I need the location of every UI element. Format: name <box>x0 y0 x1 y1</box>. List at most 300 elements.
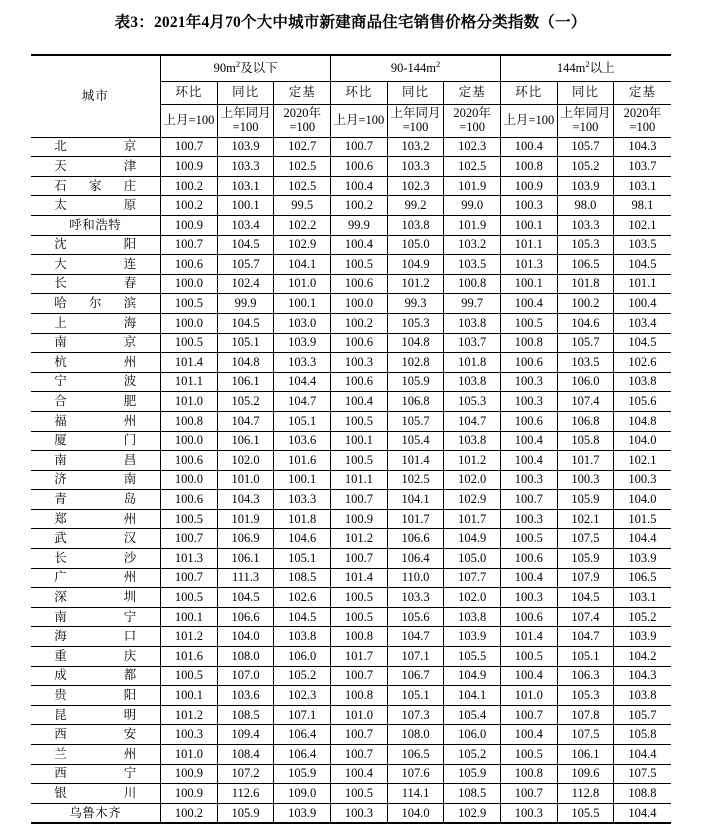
value-cell: 103.8 <box>444 313 501 333</box>
group-label-large-prefix: 144m <box>556 60 586 75</box>
value-cell: 106.4 <box>274 725 331 745</box>
value-cell: 102.1 <box>614 215 671 235</box>
value-cell: 100.3 <box>500 470 557 490</box>
city-name-label: 长沙 <box>54 550 137 565</box>
value-cell: 103.8 <box>444 431 501 451</box>
city-name-cell <box>31 157 161 177</box>
value-cell: 100.3 <box>500 372 557 392</box>
city-name-label: 南宁 <box>54 609 137 624</box>
value-cell: 101.6 <box>161 647 218 667</box>
value-cell: 108.8 <box>614 784 671 804</box>
value-cell: 99.7 <box>444 294 501 314</box>
value-cell: 108.4 <box>217 745 274 765</box>
value-cell: 100.4 <box>331 392 388 412</box>
value-cell: 104.5 <box>217 235 274 255</box>
value-cell: 102.9 <box>274 235 331 255</box>
value-cell: 108.5 <box>217 705 274 725</box>
table-row <box>31 392 671 412</box>
city-name-label: 北京 <box>54 139 137 154</box>
value-cell: 99.9 <box>331 215 388 235</box>
value-cell: 114.1 <box>387 784 444 804</box>
value-cell: 102.2 <box>274 215 331 235</box>
value-cell: 102.6 <box>274 588 331 608</box>
value-cell: 100.3 <box>614 470 671 490</box>
value-cell: 100.1 <box>161 686 218 706</box>
value-cell: 104.5 <box>557 588 614 608</box>
value-cell: 104.4 <box>614 745 671 765</box>
value-cell: 101.0 <box>274 274 331 294</box>
value-cell: 100.8 <box>500 764 557 784</box>
value-cell: 101.9 <box>217 509 274 529</box>
base-fixed-large-line2: =100 <box>629 119 656 134</box>
value-cell: 104.2 <box>614 647 671 667</box>
value-cell: 107.3 <box>387 705 444 725</box>
table-row <box>31 509 671 529</box>
city-name-cell <box>31 353 161 373</box>
city-name-cell <box>31 666 161 686</box>
value-cell: 100.9 <box>161 215 218 235</box>
value-cell: 107.2 <box>217 764 274 784</box>
value-cell: 111.3 <box>217 568 274 588</box>
city-name-label: 武汉 <box>54 531 137 546</box>
value-cell: 105.6 <box>614 392 671 412</box>
city-name-cell <box>31 490 161 510</box>
base-fixed-small-line2: =100 <box>289 119 316 134</box>
value-cell: 103.5 <box>614 235 671 255</box>
table-body <box>31 137 671 823</box>
group-label-large-suffix: 以上 <box>589 60 615 75</box>
value-cell: 101.3 <box>161 549 218 569</box>
table-row <box>31 431 671 451</box>
value-cell: 102.5 <box>274 157 331 177</box>
base-yoy-small <box>217 104 274 137</box>
value-cell: 106.9 <box>217 529 274 549</box>
subheader-yoy-small: 同比 <box>217 81 274 104</box>
value-cell: 100.5 <box>331 607 388 627</box>
value-cell: 101.1 <box>500 235 557 255</box>
value-cell: 102.6 <box>614 353 671 373</box>
value-cell: 102.9 <box>444 490 501 510</box>
value-cell: 104.4 <box>614 529 671 549</box>
value-cell: 104.5 <box>274 607 331 627</box>
value-cell: 100.9 <box>161 157 218 177</box>
value-cell: 106.1 <box>557 745 614 765</box>
value-cell: 100.3 <box>500 588 557 608</box>
value-cell: 103.0 <box>274 313 331 333</box>
group-label-small-sup: 2 <box>235 58 241 69</box>
city-name-label: 合肥 <box>54 394 137 409</box>
value-cell: 104.7 <box>557 627 614 647</box>
value-cell: 100.6 <box>161 451 218 471</box>
city-name-label: 上海 <box>54 315 137 330</box>
value-cell: 106.0 <box>444 725 501 745</box>
base-fixed-small <box>274 104 331 137</box>
value-cell: 107.5 <box>557 725 614 745</box>
value-cell: 103.3 <box>274 490 331 510</box>
value-cell: 103.1 <box>217 176 274 196</box>
value-cell: 105.7 <box>614 705 671 725</box>
value-cell: 101.0 <box>161 745 218 765</box>
city-name-label: 南昌 <box>54 452 137 467</box>
value-cell: 101.7 <box>444 509 501 529</box>
value-cell: 107.4 <box>557 392 614 412</box>
value-cell: 100.3 <box>500 509 557 529</box>
value-cell: 107.7 <box>444 568 501 588</box>
value-cell: 100.2 <box>331 196 388 216</box>
value-cell: 103.3 <box>387 588 444 608</box>
value-cell: 101.0 <box>217 470 274 490</box>
table-row <box>31 588 671 608</box>
value-cell: 104.0 <box>217 627 274 647</box>
value-cell: 102.0 <box>444 588 501 608</box>
value-cell: 104.7 <box>217 411 274 431</box>
value-cell: 108.5 <box>274 568 331 588</box>
value-cell: 101.2 <box>387 274 444 294</box>
value-cell: 112.8 <box>557 784 614 804</box>
city-name-cell <box>31 627 161 647</box>
value-cell: 100.8 <box>331 627 388 647</box>
value-cell: 106.1 <box>217 431 274 451</box>
table-row <box>31 686 671 706</box>
value-cell: 105.7 <box>387 411 444 431</box>
city-name-label: 沈阳 <box>54 237 137 252</box>
value-cell: 100.7 <box>500 784 557 804</box>
value-cell: 100.6 <box>331 372 388 392</box>
base-mom-large-line1: 上月=100 <box>503 113 555 128</box>
table-row <box>31 255 671 275</box>
table-row <box>31 451 671 471</box>
city-name-cell <box>31 549 161 569</box>
base-fixed-medium-line1: 2020年 <box>453 106 491 121</box>
table-row <box>31 274 671 294</box>
value-cell: 105.8 <box>614 725 671 745</box>
city-name-cell <box>31 392 161 412</box>
value-cell: 100.1 <box>500 215 557 235</box>
base-mom-medium-line1: 上月=100 <box>333 113 385 128</box>
value-cell: 105.3 <box>444 392 501 412</box>
value-cell: 100.0 <box>161 431 218 451</box>
value-cell: 104.1 <box>387 490 444 510</box>
subheader-yoy-large: 同比 <box>557 81 614 104</box>
table-header <box>31 55 671 138</box>
value-cell: 109.0 <box>274 784 331 804</box>
value-cell: 105.2 <box>557 157 614 177</box>
value-cell: 100.8 <box>444 274 501 294</box>
value-cell: 110.0 <box>387 568 444 588</box>
value-cell: 100.7 <box>161 137 218 157</box>
value-cell: 105.3 <box>557 235 614 255</box>
table-row <box>31 353 671 373</box>
value-cell: 107.8 <box>557 705 614 725</box>
value-cell: 100.4 <box>614 294 671 314</box>
table-row <box>31 215 671 235</box>
value-cell: 100.7 <box>331 490 388 510</box>
value-cell: 104.9 <box>444 529 501 549</box>
value-cell: 105.7 <box>557 333 614 353</box>
value-cell: 100.7 <box>500 490 557 510</box>
city-name-label: 深圳 <box>54 589 137 604</box>
value-cell: 100.9 <box>331 509 388 529</box>
value-cell: 102.3 <box>387 176 444 196</box>
value-cell: 106.5 <box>557 255 614 275</box>
value-cell: 107.5 <box>557 529 614 549</box>
value-cell: 101.6 <box>274 451 331 471</box>
city-name-label: 兰州 <box>54 746 137 761</box>
city-name-label: 哈尔滨 <box>54 296 137 311</box>
value-cell: 102.4 <box>217 274 274 294</box>
city-name-label: 太原 <box>54 198 137 213</box>
value-cell: 109.6 <box>557 764 614 784</box>
city-name-label: 郑州 <box>54 511 137 526</box>
value-cell: 100.4 <box>500 451 557 471</box>
base-mom-small-line1: 上月=100 <box>163 113 215 128</box>
price-index-table <box>31 54 671 824</box>
value-cell: 100.0 <box>161 313 218 333</box>
table-row <box>31 157 671 177</box>
table-row <box>31 313 671 333</box>
city-name-cell <box>31 647 161 667</box>
value-cell: 104.5 <box>217 588 274 608</box>
value-cell: 105.9 <box>557 490 614 510</box>
value-cell: 99.0 <box>444 196 501 216</box>
value-cell: 106.4 <box>274 745 331 765</box>
value-cell: 101.1 <box>614 274 671 294</box>
city-name-label: 银川 <box>54 785 137 800</box>
value-cell: 105.1 <box>387 686 444 706</box>
value-cell: 100.5 <box>331 784 388 804</box>
value-cell: 100.4 <box>500 666 557 686</box>
base-mom-small <box>161 104 218 137</box>
city-name-label: 昆明 <box>54 707 137 722</box>
value-cell: 100.6 <box>161 490 218 510</box>
value-cell: 107.4 <box>557 607 614 627</box>
value-cell: 100.7 <box>331 137 388 157</box>
city-name-cell <box>31 568 161 588</box>
value-cell: 101.7 <box>557 451 614 471</box>
value-cell: 100.4 <box>500 568 557 588</box>
value-cell: 100.4 <box>331 176 388 196</box>
group-header-area-medium <box>331 55 501 82</box>
city-name-label: 福州 <box>54 413 137 428</box>
city-name-cell <box>31 196 161 216</box>
group-header-area-small <box>161 55 331 82</box>
value-cell: 103.8 <box>387 215 444 235</box>
value-cell: 102.3 <box>274 686 331 706</box>
value-cell: 102.5 <box>444 157 501 177</box>
value-cell: 100.7 <box>500 705 557 725</box>
value-cell: 105.8 <box>557 431 614 451</box>
value-cell: 101.5 <box>614 509 671 529</box>
value-cell: 101.4 <box>331 568 388 588</box>
value-cell: 104.3 <box>614 137 671 157</box>
value-cell: 104.7 <box>444 411 501 431</box>
value-cell: 99.9 <box>217 294 274 314</box>
city-name-cell <box>31 451 161 471</box>
table-row <box>31 568 671 588</box>
table-row <box>31 490 671 510</box>
subheader-fixed-medium: 定基 <box>444 81 501 104</box>
value-cell: 100.5 <box>331 411 388 431</box>
value-cell: 106.4 <box>387 549 444 569</box>
city-name-cell <box>31 333 161 353</box>
value-cell: 108.0 <box>217 647 274 667</box>
value-cell: 106.6 <box>387 529 444 549</box>
table-row <box>31 764 671 784</box>
city-name-label: 天津 <box>54 158 137 173</box>
value-cell: 105.2 <box>274 666 331 686</box>
value-cell: 103.5 <box>444 255 501 275</box>
base-yoy-medium-line1: 上年同月 <box>390 106 441 121</box>
value-cell: 105.9 <box>217 803 274 823</box>
value-cell: 101.8 <box>557 274 614 294</box>
table-container <box>31 33 671 824</box>
table-row <box>31 294 671 314</box>
value-cell: 100.1 <box>274 294 331 314</box>
value-cell: 100.3 <box>161 725 218 745</box>
value-cell: 100.5 <box>161 294 218 314</box>
base-yoy-large-line2: =100 <box>572 119 599 134</box>
subheader-fixed-large: 定基 <box>614 81 671 104</box>
value-cell: 101.0 <box>161 392 218 412</box>
table-row <box>31 196 671 216</box>
value-cell: 101.2 <box>161 627 218 647</box>
value-cell: 101.8 <box>274 509 331 529</box>
value-cell: 101.2 <box>331 529 388 549</box>
city-name-label: 重庆 <box>54 648 137 663</box>
value-cell: 103.8 <box>444 607 501 627</box>
value-cell: 105.2 <box>614 607 671 627</box>
city-name-label: 杭州 <box>54 354 137 369</box>
value-cell: 106.1 <box>217 549 274 569</box>
value-cell: 106.6 <box>217 607 274 627</box>
city-name-label: 青岛 <box>54 492 137 507</box>
value-cell: 101.8 <box>444 353 501 373</box>
value-cell: 104.1 <box>274 255 331 275</box>
value-cell: 106.0 <box>274 647 331 667</box>
value-cell: 105.1 <box>274 411 331 431</box>
city-name-cell <box>31 215 161 235</box>
table-row <box>31 607 671 627</box>
city-name-cell <box>31 529 161 549</box>
value-cell: 106.0 <box>557 372 614 392</box>
value-cell: 104.5 <box>217 313 274 333</box>
value-cell: 105.7 <box>557 137 614 157</box>
value-cell: 100.0 <box>161 274 218 294</box>
base-mom-large <box>500 104 557 137</box>
subheader-fixed-small: 定基 <box>274 81 331 104</box>
value-cell: 104.6 <box>557 313 614 333</box>
city-name-label: 大连 <box>54 256 137 271</box>
table-row <box>31 666 671 686</box>
city-name-cell <box>31 705 161 725</box>
city-name-cell <box>31 509 161 529</box>
value-cell: 102.7 <box>274 137 331 157</box>
value-cell: 100.4 <box>331 235 388 255</box>
value-cell: 103.5 <box>557 353 614 373</box>
base-fixed-medium <box>444 104 501 137</box>
value-cell: 105.9 <box>557 549 614 569</box>
value-cell: 103.3 <box>217 157 274 177</box>
value-cell: 99.3 <box>387 294 444 314</box>
table-row <box>31 803 671 823</box>
value-cell: 100.6 <box>500 549 557 569</box>
table-row <box>31 745 671 765</box>
table-row <box>31 235 671 255</box>
value-cell: 109.4 <box>217 725 274 745</box>
group-label-large-sup: 2 <box>585 58 590 69</box>
value-cell: 100.6 <box>500 353 557 373</box>
value-cell: 103.8 <box>614 372 671 392</box>
value-cell: 101.1 <box>331 470 388 490</box>
value-cell: 107.0 <box>217 666 274 686</box>
table-row <box>31 529 671 549</box>
table-row <box>31 137 671 157</box>
value-cell: 103.3 <box>387 157 444 177</box>
city-name-label: 乌鲁木齐 <box>69 805 122 820</box>
city-name-cell <box>31 745 161 765</box>
value-cell: 100.6 <box>161 255 218 275</box>
value-cell: 103.9 <box>614 627 671 647</box>
city-name-cell <box>31 803 161 823</box>
value-cell: 101.3 <box>500 255 557 275</box>
value-cell: 98.0 <box>557 196 614 216</box>
table-row <box>31 647 671 667</box>
value-cell: 103.3 <box>557 215 614 235</box>
value-cell: 100.7 <box>331 666 388 686</box>
value-cell: 105.3 <box>387 313 444 333</box>
value-cell: 103.4 <box>614 313 671 333</box>
value-cell: 100.7 <box>331 549 388 569</box>
value-cell: 107.1 <box>387 647 444 667</box>
value-cell: 105.0 <box>387 235 444 255</box>
value-cell: 105.0 <box>444 549 501 569</box>
value-cell: 100.3 <box>500 392 557 412</box>
value-cell: 101.0 <box>500 686 557 706</box>
value-cell: 100.5 <box>500 647 557 667</box>
value-cell: 100.5 <box>331 588 388 608</box>
city-name-label: 西安 <box>54 727 137 742</box>
value-cell: 103.9 <box>217 137 274 157</box>
value-cell: 100.8 <box>161 411 218 431</box>
group-label-medium-prefix: 90-144m <box>390 60 436 75</box>
value-cell: 107.9 <box>557 568 614 588</box>
value-cell: 101.1 <box>161 372 218 392</box>
city-name-cell <box>31 725 161 745</box>
base-yoy-small-line1: 上年同月 <box>220 106 271 121</box>
value-cell: 100.5 <box>161 333 218 353</box>
value-cell: 104.3 <box>217 490 274 510</box>
base-yoy-medium <box>387 104 444 137</box>
value-cell: 105.9 <box>274 764 331 784</box>
city-name-cell <box>31 274 161 294</box>
city-name-label: 长春 <box>54 276 137 291</box>
value-cell: 100.4 <box>500 294 557 314</box>
value-cell: 106.8 <box>387 392 444 412</box>
value-cell: 105.6 <box>387 607 444 627</box>
subheader-mom-large: 环比 <box>500 81 557 104</box>
value-cell: 107.6 <box>387 764 444 784</box>
value-cell: 100.5 <box>500 529 557 549</box>
value-cell: 101.4 <box>500 627 557 647</box>
value-cell: 100.5 <box>500 745 557 765</box>
group-label-small-prefix: 90m <box>213 60 236 75</box>
value-cell: 100.7 <box>161 235 218 255</box>
value-cell: 103.9 <box>444 627 501 647</box>
city-name-label: 南京 <box>54 335 137 350</box>
base-mom-medium <box>331 104 388 137</box>
value-cell: 104.6 <box>274 529 331 549</box>
value-cell: 100.6 <box>500 411 557 431</box>
